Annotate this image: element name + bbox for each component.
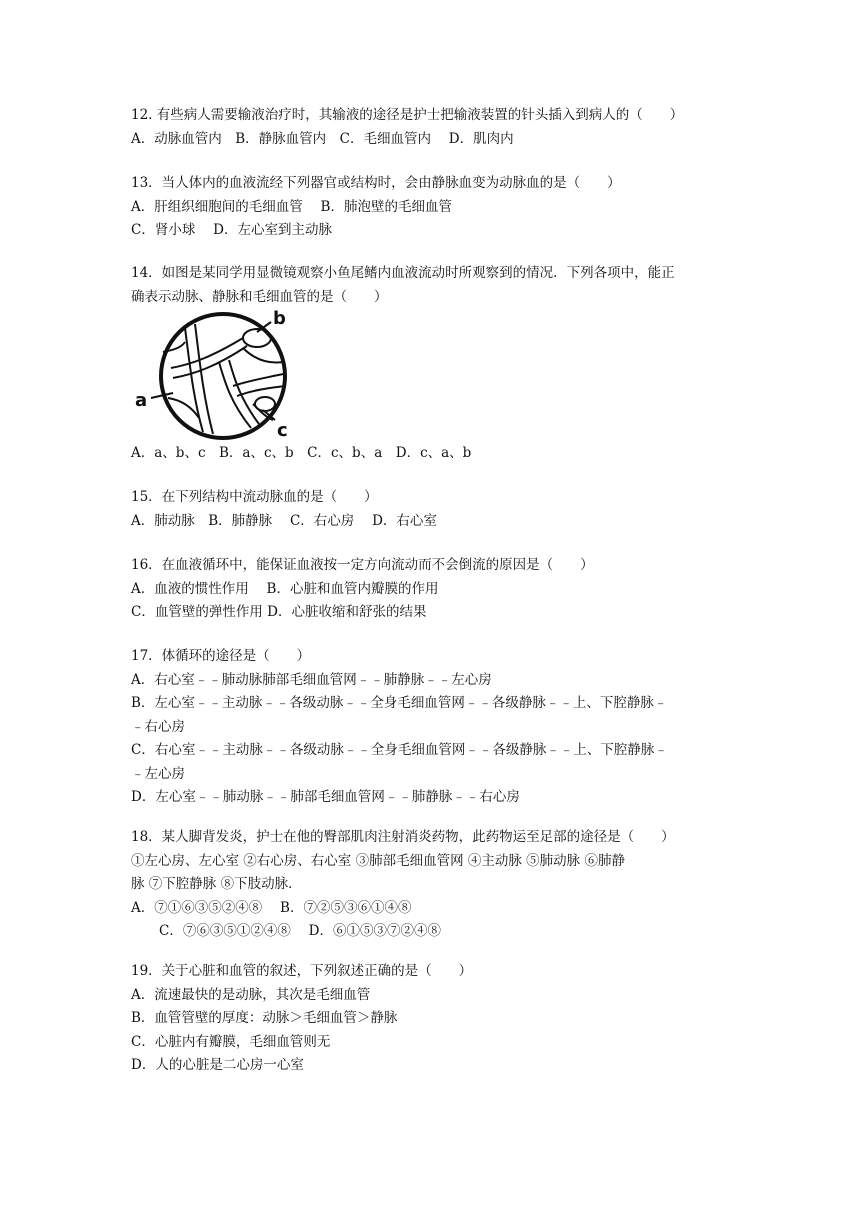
question-15 (131, 486, 731, 533)
question-stem: 14．如图是某同学用显微镜观察小鱼尾鳍内血液流动时所观察到的情况．下列各项中，能正 (131, 265, 675, 281)
question-stem: 16．在血液循环中，能保证血液按一定方向流动而不会倒流的原因是（ ） (131, 557, 594, 573)
question-options: ﹣左心房 (131, 765, 185, 782)
question-14 (131, 262, 731, 309)
question-stem: 确表示动脉、静脉和毛细血管的是（ ） (131, 288, 388, 305)
question-options: C．⑦⑥③⑤①②④⑧ D．⑥①⑤③⑦②④⑧ (159, 923, 441, 939)
question-options: A．动脉血管内 B．静脉血管内 C．毛细血管内 D．肌肉内 (131, 130, 514, 147)
question-stem: ①左心房、左心室 ②右心房、右心室 ③肺部毛细血管网 ④主动脉 ⑤肺动脉 ⑥肺静 (131, 852, 625, 869)
question-18 (131, 826, 731, 944)
question-stem: 13．当人体内的血液流经下列器官或结构时，会由静脉血变为动脉血的是（ ） (131, 175, 621, 191)
label-b: b (273, 308, 286, 329)
question-options: A．肝组织细胞间的毛细血管 B．肺泡壁的毛细血管 (131, 198, 452, 215)
question-options: B．左心室﹣﹣主动脉﹣﹣各级动脉﹣﹣全身毛细血管网﹣﹣各级静脉﹣﹣上、下腔静脉﹣ (131, 695, 668, 711)
label-c: c (277, 420, 288, 441)
blood-vessel-diagram (133, 308, 303, 443)
question-13 (131, 172, 731, 243)
label-a: a (135, 390, 148, 411)
question-options: C．血管壁的弹性作用 D．心脏收缩和舒张的结果 (131, 604, 427, 620)
question-options: A．流速最快的是动脉，其次是毛细血管 (131, 986, 371, 1003)
question-12 (131, 104, 731, 151)
question-16 (131, 554, 731, 625)
question-14-options (131, 442, 731, 466)
question-17 (131, 645, 731, 810)
question-options: D．人的心脏是二心房一心室 (131, 1057, 304, 1073)
question-options: B．血管管壁的厚度：动脉＞毛细血管＞静脉 (131, 1010, 398, 1026)
question-options: A．a、b、c B．a、c、b C．c、b、a D．c、a、b (131, 445, 472, 461)
question-options: A．血液的惯性作用 B．心脏和血管内瓣膜的作用 (131, 580, 439, 597)
question-19 (131, 960, 731, 1078)
question-stem: 17．体循环的途径是（ ） (131, 648, 311, 664)
question-options: A．肺动脉 B．肺静脉 C．右心房 D．右心室 (131, 512, 437, 529)
question-stem: 18．某人脚背发炎，护士在他的臀部肌肉注射消炎药物，此药物运至足部的途径是（ ） (131, 829, 675, 845)
question-options: A．⑦①⑥③⑤②④⑧ B．⑦②⑤③⑥①④⑧ (131, 899, 412, 916)
question-stem: 19．关于心脏和血管的叙述，下列叙述正确的是（ ） (131, 963, 473, 979)
question-stem: 脉 ⑦下腔静脉 ⑧下肢动脉． (131, 876, 302, 892)
question-stem: 15．在下列结构中流动脉血的是（ ） (131, 489, 378, 505)
question-options: A．右心室﹣﹣肺动脉肺部毛细血管网﹣﹣肺静脉﹣﹣左心房 (131, 671, 492, 688)
question-options: C．右心室﹣﹣主动脉﹣﹣各级动脉﹣﹣全身毛细血管网﹣﹣各级静脉﹣﹣上、下腔静脉﹣ (131, 742, 668, 758)
question-options: D．左心室﹣﹣肺动脉﹣﹣肺部毛细血管网﹣﹣肺静脉﹣﹣右心房 (131, 789, 520, 805)
question-stem: 12. 有些病人需要输液治疗时，其输液的途径是护士把输液装置的针头插入到病人的（ ） (131, 107, 684, 123)
question-options: C．肾小球 D．左心室到主动脉 (131, 222, 332, 238)
question-options: ﹣右心房 (131, 718, 185, 735)
question-options: C．心脏内有瓣膜，毛细血管则无 (131, 1033, 331, 1050)
